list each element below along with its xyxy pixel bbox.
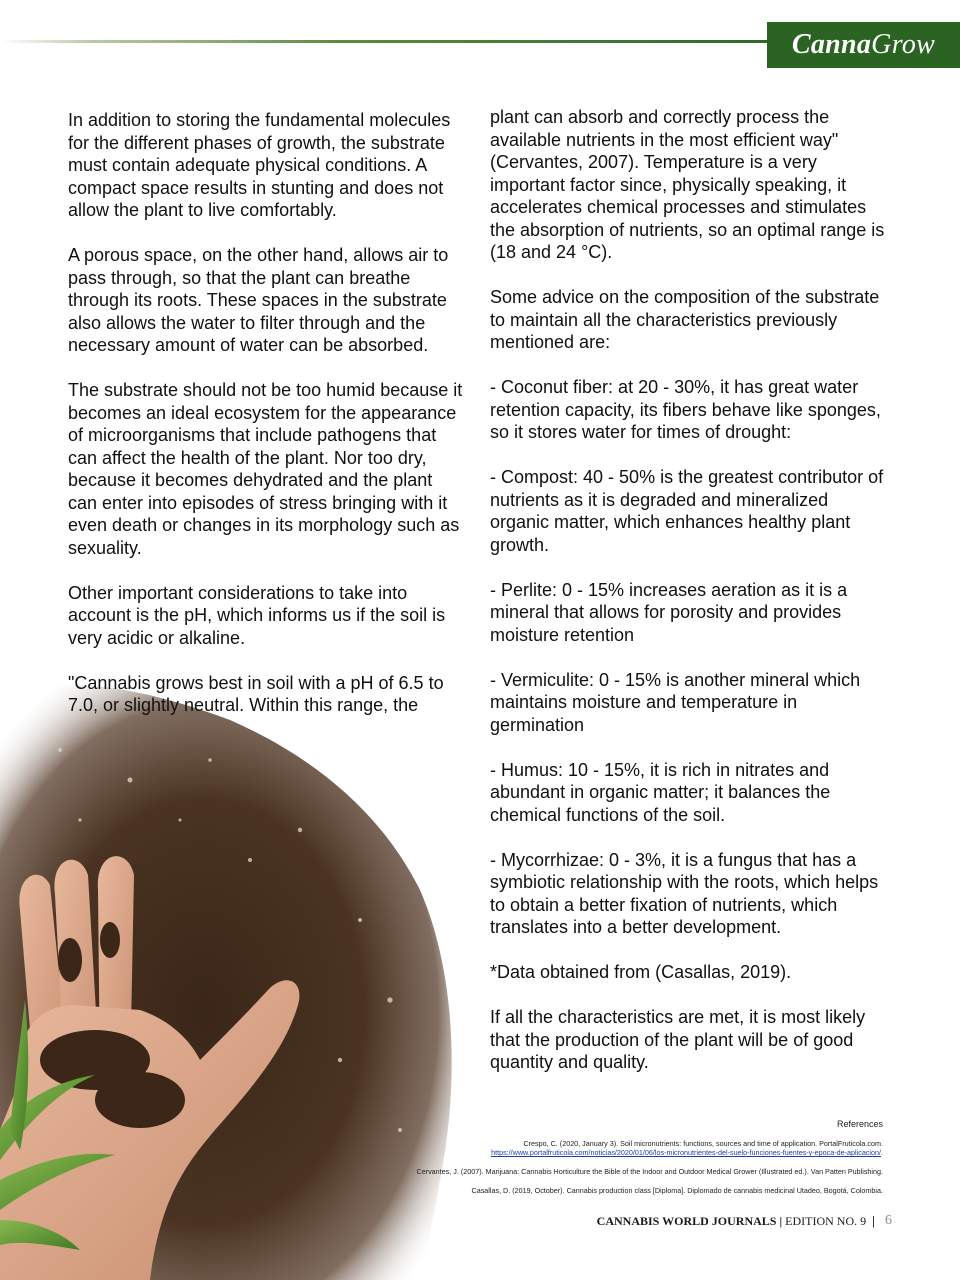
footer-separator: | <box>779 1213 783 1228</box>
page-number: 6 <box>885 1213 892 1228</box>
paragraph: *Data obtained from (Casallas, 2019). <box>490 962 792 982</box>
page-footer <box>597 1213 892 1229</box>
list-item: - Perlite: 0 - 15% increases aeration as it is a mineral that allows for porosity and provides moisture retention <box>490 579 848 645</box>
journal-name: CANNABIS WORLD JOURNALS <box>596 1213 777 1228</box>
paragraph: Some advice on the composition of the substrate to maintain all the characteristics previously mentioned are: <box>490 287 880 352</box>
paragraph: "Cannabis grows best in soil with a pH of 6.5 to 7.0, or slightly neutral. Within this range, the <box>68 672 444 715</box>
header-rule <box>0 40 770 43</box>
reference-item: Crespo, C. (2020, January 3). Soil micronutrients: functions, sources and time of application. PortalFruticola.com. https://www.portalfruticola.com/noticias/2020/01/06/los-micronutrientes-del-suelo-funciones-fuentes-y-epoca-de-aplicacion/. <box>491 1139 883 1157</box>
left-column <box>68 109 463 739</box>
brand-name: CannaGrow <box>791 29 936 60</box>
list-item: - Humus: 10 - 15%, it is rich in nitrates and abundant in organic matter; it balances the chemical functions of the soil. <box>490 759 831 825</box>
paragraph: A porous space, on the other hand, allows air to pass through, so that the plant can breathe through its roots. These spaces in the substrate also allows the water to filter through and the necessary amount of water can be absorbed. <box>68 245 449 355</box>
reference-text: Crespo, C. (2020, January 3). Soil micronutrients: functions, sources and time of application. PortalFruticola.com. <box>523 1139 883 1148</box>
paragraph: If all the characteristics are met, it is most likely that the production of the plant will be of good quantity and quality. <box>490 1007 866 1072</box>
paragraph: In addition to storing the fundamental molecules for the different phases of growth, the substrate must contain adequate physical conditions. A compact space results in stunting and does not allow the plant to live comfortably. <box>68 110 451 220</box>
reference-link[interactable]: https://www.portalfruticola.com/noticias/2020/01/06/los-micronutrientes-del-suelo-funciones-fuentes-y-epoca-de-aplicacion/ <box>491 1148 881 1157</box>
list-item: - Coconut fiber: at 20 - 30%, it has great water retention capacity, its fibers behave like sponges, so it stores water for times of drought: <box>490 377 881 442</box>
list-item: - Vermiculite: 0 - 15% is another mineral which maintains moisture and temperature in germination <box>490 669 861 735</box>
list-item: - Compost: 40 - 50% is the greatest contributor of nutrients as it is degraded and mineralized organic matter, which enhances healthy plant growth. <box>490 467 884 555</box>
reference-item: Cervantes, J. (2007). Marijuana: Cannabis Horticulture the Bible of the Indoor and Outdoor Medical Grower (Illustrated ed.). Van Patten Publishing. <box>416 1167 883 1176</box>
paragraph: The substrate should not be too humid because it becomes an ideal ecosystem for the appearance of microorganisms that include pathogens that can affect the health of the plant. Nor too dry, because it becomes dehydrated and the plant can enter into episodes of stress bringing with it even death or changes in its morphology such as sexuality. <box>68 380 463 558</box>
reference-item: Casallas, D. (2019, October). Cannabis production class [Diploma]. Diplomado de cannabis medicinal Utadeo, Bogotá, Colombia. <box>471 1186 883 1195</box>
list-item: - Mycorrhizae: 0 - 3%, it is a fungus that has a symbiotic relationship with the roots, which helps to obtain a better fixation of nutrients, which translates into a better development. <box>490 849 879 937</box>
references <box>363 1120 883 1205</box>
footer-bar: | <box>872 1213 875 1228</box>
paragraph: Other important considerations to take into account is the pH, which informs us if the soil is very acidic or alkaline. <box>68 582 446 648</box>
references-title: References <box>836 1119 883 1129</box>
brand-logo <box>767 22 960 68</box>
right-column <box>490 106 890 1096</box>
edition-label: EDITION NO. 9 <box>785 1213 867 1228</box>
paragraph: plant can absorb and correctly process the available nutrients in the most efficient way" (Cervantes, 2007). Temperature is a very important factor since, physically speaking, it accelerates chemical processes and stimulates the absorption of nutrients, so an optimal range is (18 and 24 °C). <box>490 107 885 262</box>
